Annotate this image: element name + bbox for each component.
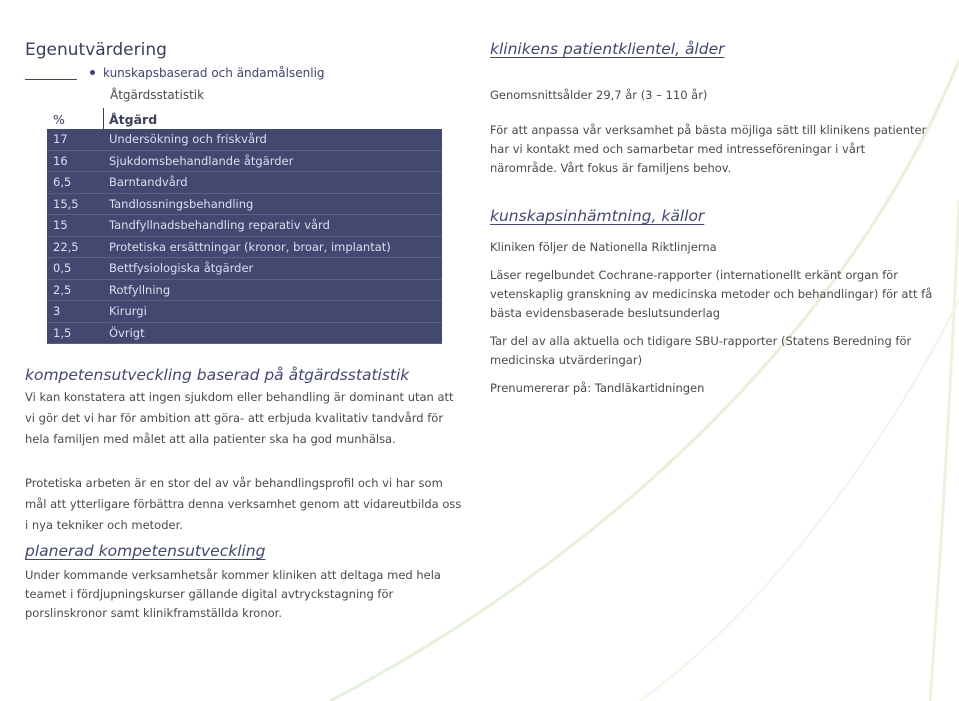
header-action: Åtgärd [109,112,158,127]
sbu-text: Tar del av alla aktuella och tidigare SBU-rapporter (Statens Beredning för medicinska utvärderingar) [490,334,912,367]
row-action: Rotfyllning [109,282,171,297]
competence-heading: kompetensutveckling baserad på åtgärdsstatistik [25,366,410,384]
planned-competence-heading: planerad kompetensutveckling [25,542,266,560]
underline-rule [25,79,77,80]
row-percent: 22,5 [53,239,79,254]
row-percent: 15 [53,218,68,232]
prosthetics-text: Protetiska arbeten är en stor del av vår behandlingsprofil och vi har som mål att ytterligare förbättra denna verksamhet genom att vidareutbilda oss i nya tekniker och metoder. [25,476,462,532]
knowledge-sources-heading: kunskapsinhämtning, källor [490,207,705,225]
header-percent: % [53,112,65,127]
row-action: Tandfyllnadsbehandling reparativ vård [109,218,330,232]
clientele-text: För att anpassa vår verksamhet på bästa möjliga sätt till klinikens patienter har vi kontakt med och samarbetar med intresseföreningar i vårt närområde. Vårt fokus är familjens behov. [490,123,927,175]
table-row [47,280,442,302]
row-percent: 15,5 [53,196,79,211]
subscription-text: Prenumererar på: Tandläkartidningen [490,381,705,395]
cochrane-text: Läser regelbundet Cochrane-rapporter (internationellt erkänt organ för vetenskaplig granskning av medicinska metoder och behandlingar) för att få bästa evidensbaserade beslutsunderlag [490,268,933,320]
bullet-text: kunskapsbaserad och ändamålsenlig [103,66,325,80]
table-row [47,323,442,345]
bullet-icon [90,70,95,75]
row-action: Bettfysiologiska åtgärder [109,261,254,275]
competence-text: Vi kan konstatera att ingen sjukdom eller behandling är dominant utan att vi gör det vi har för ambition att göra- att erbjuda kvalitativ tandvård för hela familjen med målet att alla patienter ska ha god munhälsa. [25,390,454,446]
row-percent: 3 [53,304,61,318]
header-separator [103,108,104,129]
row-action: Sjukdomsbehandlande åtgärder [109,153,294,168]
action-statistics-table [47,108,442,344]
row-action: Kirurgi [109,304,147,318]
table-row [47,194,442,216]
average-age-text: Genomsnittsålder 29,7 år (3 – 110 år) [490,88,708,102]
row-action: Barntandvård [109,175,188,189]
row-percent: 16 [53,153,68,168]
table-row [47,151,442,173]
row-action: Protetiska ersättningar (kronor, broar, implantat) [109,239,391,254]
table-row [47,172,442,194]
row-percent: 0,5 [53,261,72,275]
row-percent: 1,5 [53,325,72,340]
page-heading: Egenutvärdering [25,40,167,60]
row-action: Undersökning och friskvård [109,132,267,146]
row-percent: 2,5 [53,282,72,297]
guidelines-text: Kliniken följer de Nationella Riktlinjerna [490,240,717,254]
row-action: Tandlossningsbehandling [109,196,254,211]
table-header [47,108,442,129]
row-action: Övrigt [109,325,145,340]
planned-competence-text: Under kommande verksamhetsår kommer kliniken att deltaga med hela teamet i fördjupningskurser gällande digital avtryckstagning för porslinskronor samt klinikframställda kronor. [25,568,441,620]
row-percent: 17 [53,132,68,146]
table-row [47,258,442,280]
row-percent: 6,5 [53,175,72,189]
statistics-label: Åtgärdsstatistik [110,88,205,102]
table-row [47,301,442,323]
table-row [47,215,442,237]
table-row [47,237,442,259]
patient-clientele-heading: klinikens patientklientel, ålder [490,40,725,58]
table-row [47,129,442,151]
